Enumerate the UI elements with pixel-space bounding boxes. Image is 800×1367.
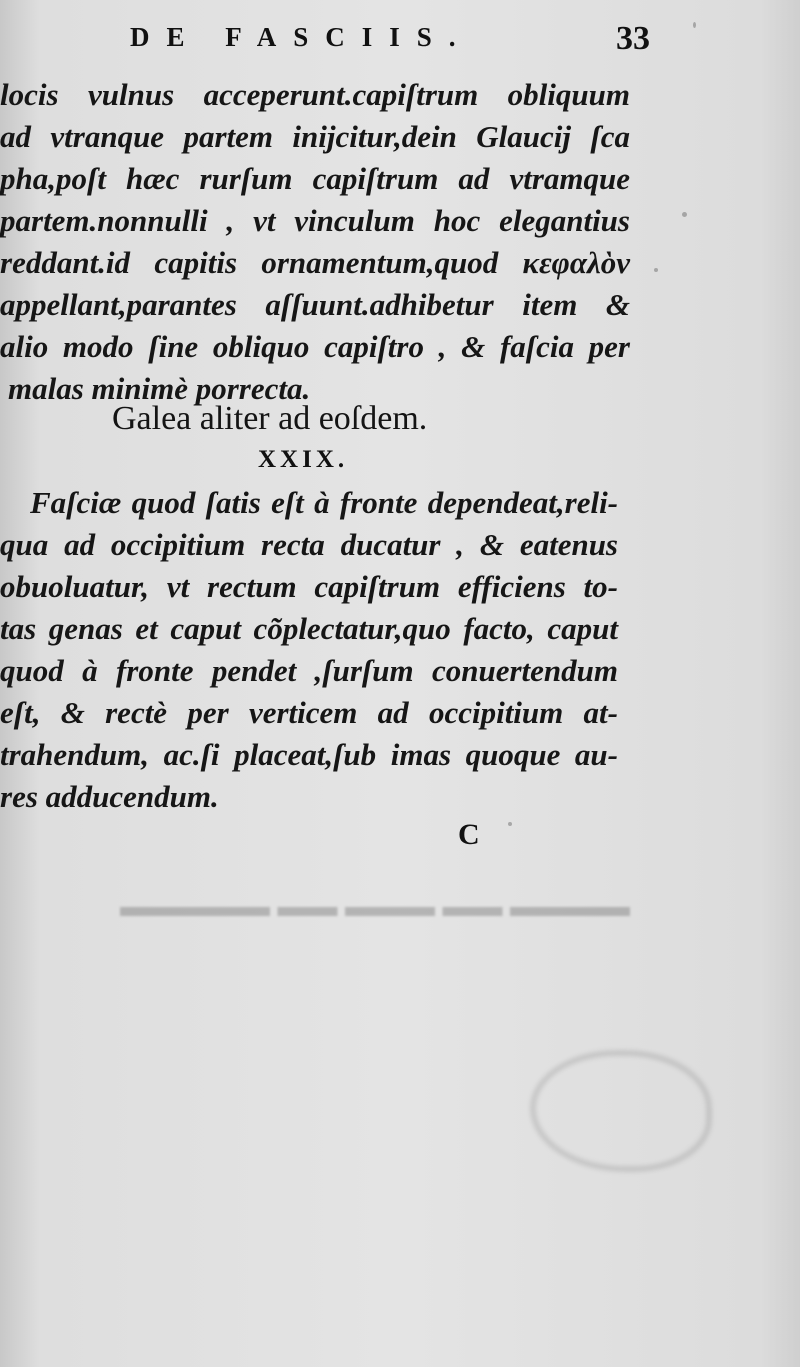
text-line: eſt, & rectè per verticem ad occipitium at- <box>0 695 618 730</box>
paragraph-continued <box>0 74 630 410</box>
text-line: alio modo ſine obliquo capiſtro , & faſcia per <box>0 329 630 364</box>
text-line: locis vulnus acceperunt.capiſtrum obliquum <box>0 77 630 112</box>
text-line: appellant,parantes aſſuunt.adhibetur item & <box>0 287 630 322</box>
paper-speck <box>693 22 696 28</box>
page-header <box>130 22 650 62</box>
paper-speck <box>682 212 687 217</box>
show-through-text: ▬▬▬▬ ▬▬ ▬▬▬ ▬▬ ▬▬▬▬▬ <box>120 890 630 923</box>
text-line: trahendum, ac.ſi placeat,ſub imas quoque au- <box>0 737 618 772</box>
text-line: partem.nonnulli , vt vinculum hoc elegantius <box>0 203 630 238</box>
chapter-numeral: XXIX. <box>258 446 349 473</box>
page-number: 33 <box>616 20 650 57</box>
text-line: pha,poſt hæc rurſum capiſtrum ad vtramque <box>0 161 630 196</box>
paper-speck <box>654 268 658 272</box>
paper-speck <box>508 822 512 826</box>
text-line: tas genas et caput cõplectatur,quo facto, caput <box>0 611 618 646</box>
text-line: res adducendum. <box>0 779 219 814</box>
text-line: quod à fronte pendet ,ſurſum conuertendum <box>0 653 618 688</box>
chapter-paragraph <box>0 482 618 818</box>
section-heading: Galea aliter ad eoſdem. <box>112 400 428 437</box>
text-line: malas minimè porrecta. <box>8 371 311 406</box>
text-line: Faſciæ quod ſatis eſt à fronte dependeat,reli- <box>30 485 618 520</box>
text-line: reddant.id capitis ornamentum,quod κεφαλὸν <box>0 245 630 280</box>
show-through-ornament <box>530 1050 712 1172</box>
text-line: ad vtranque partem inijcitur,dein Glaucij ſca <box>0 119 630 154</box>
signature-mark: C <box>458 818 480 851</box>
text-line: qua ad occipitium recta ducatur , & eatenus <box>0 527 618 562</box>
running-head: DE FASCIIS. <box>130 22 473 52</box>
text-line: obuoluatur, vt rectum capiſtrum efficiens to- <box>0 569 618 604</box>
